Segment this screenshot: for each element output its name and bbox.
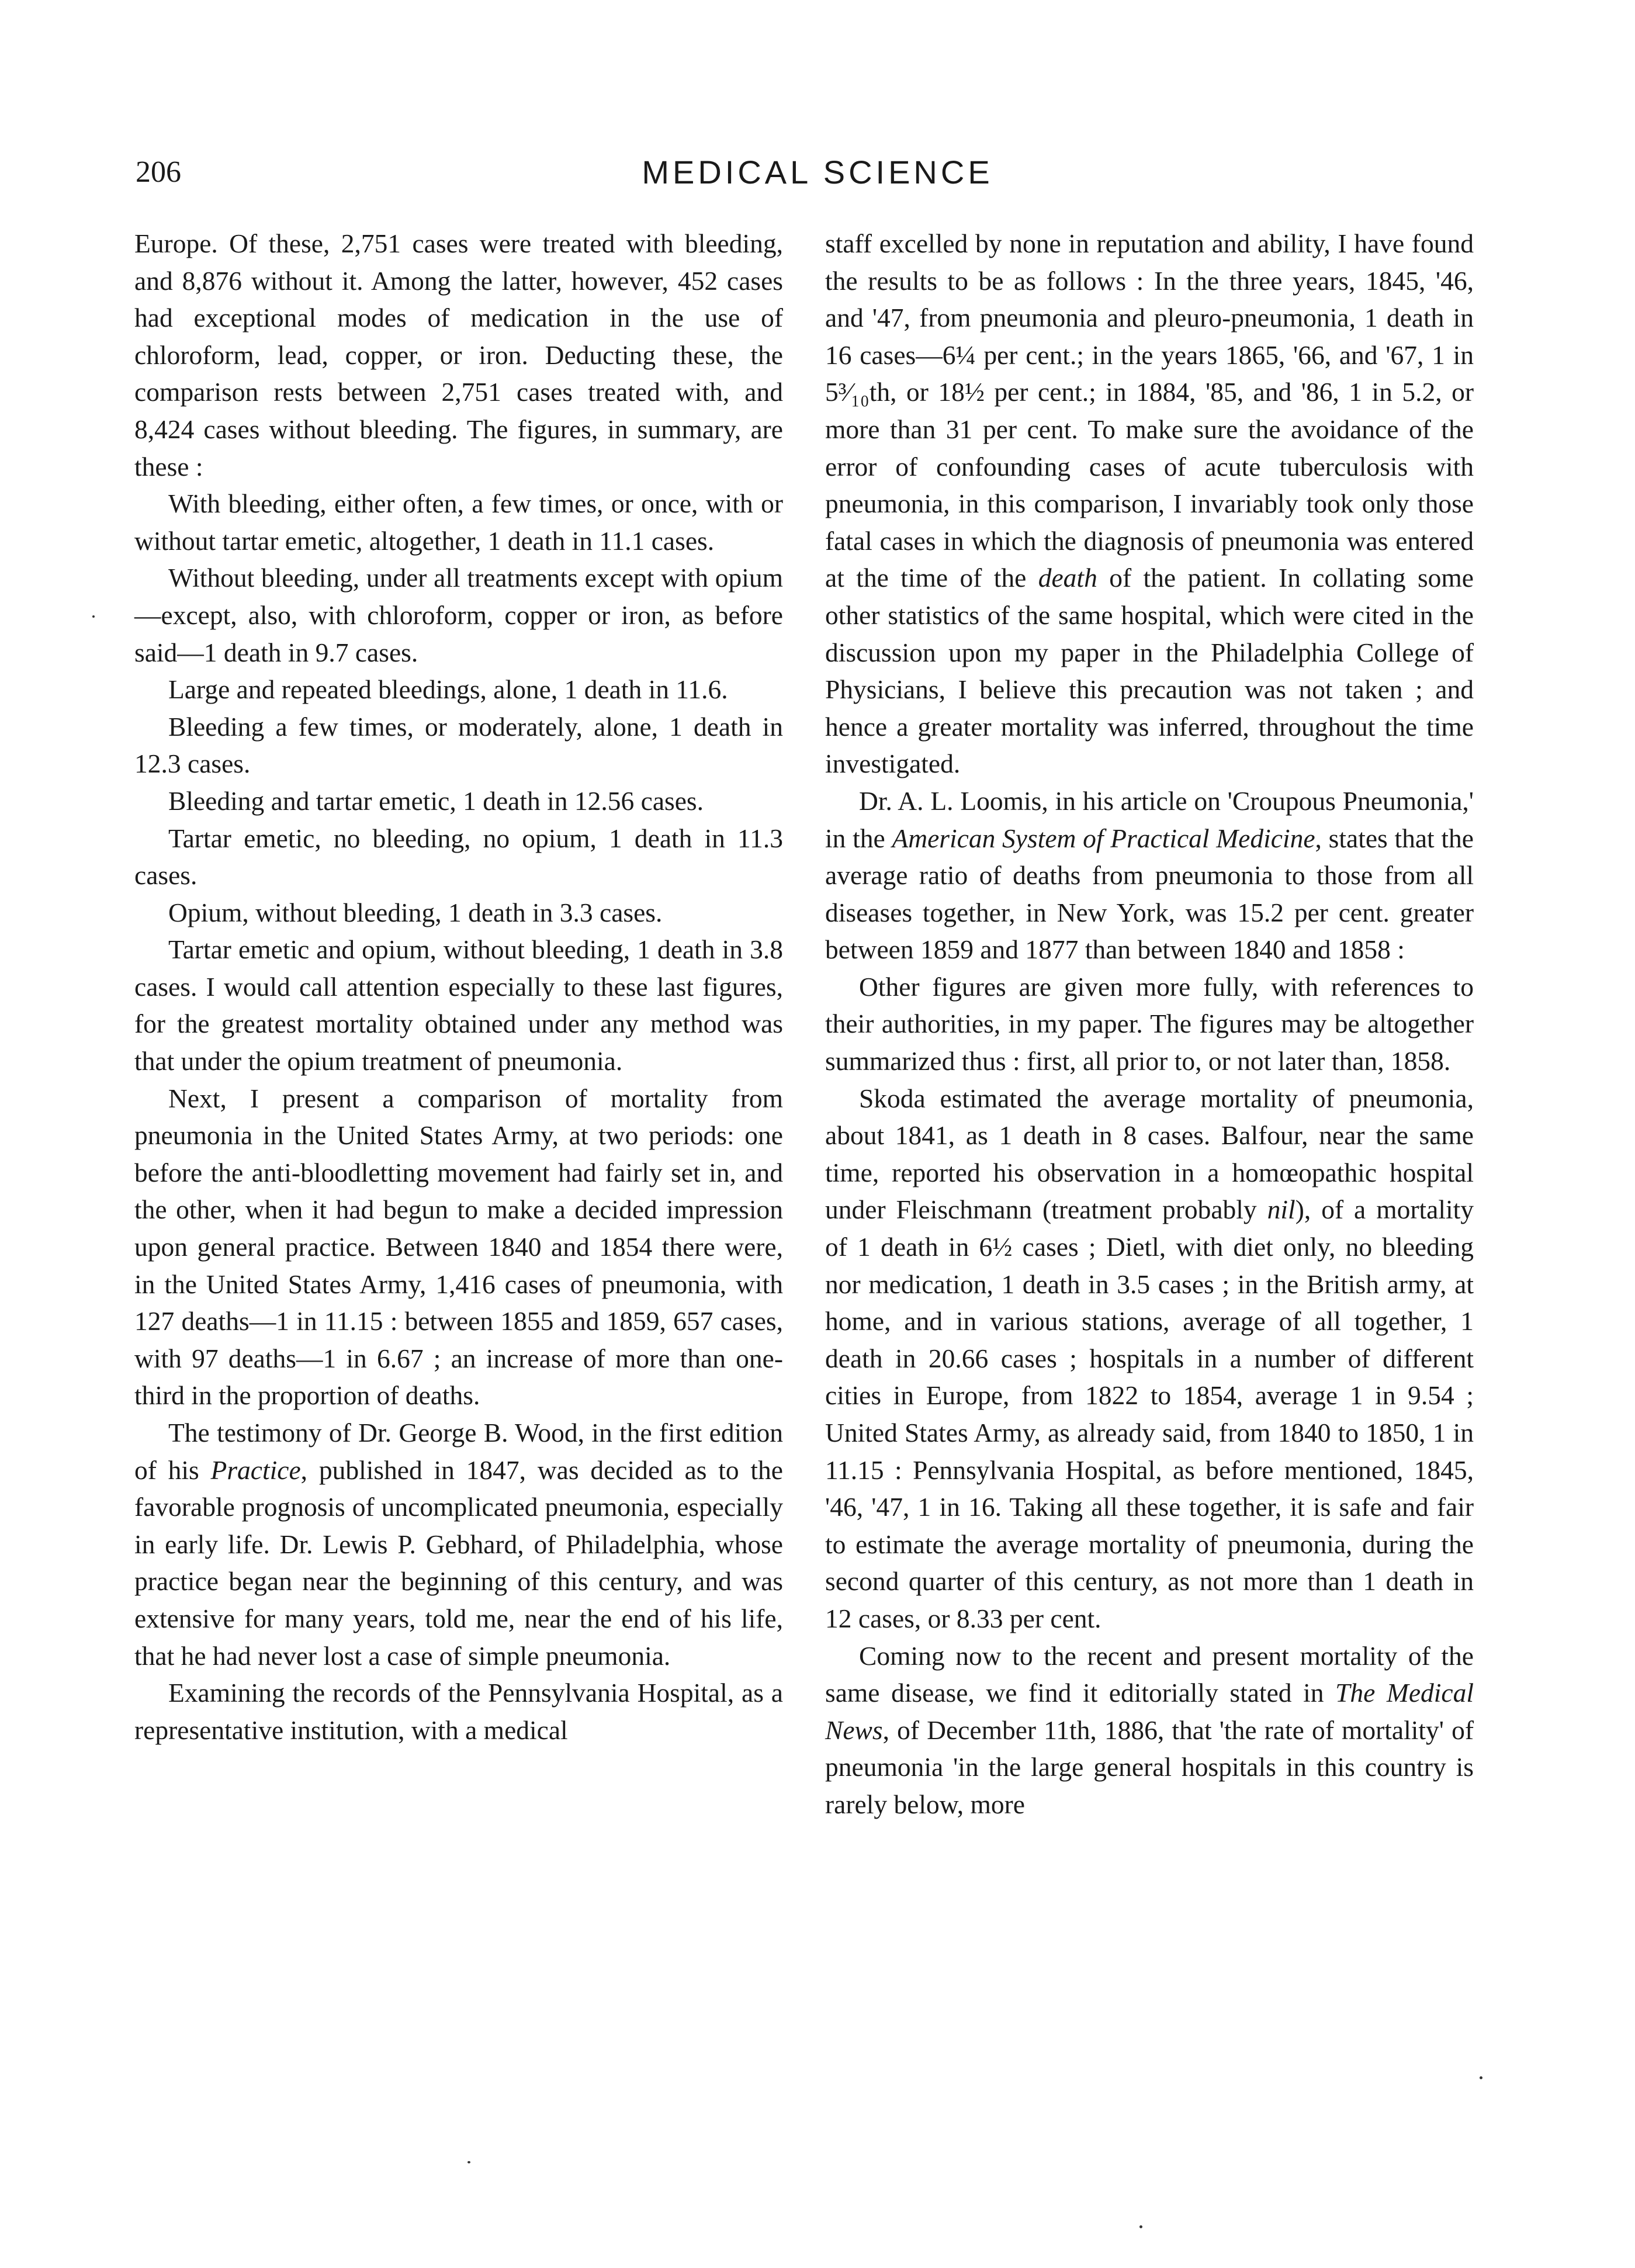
right-column bbox=[825, 225, 1474, 1823]
paragraph: Skoda estimated the average mortality of pneumonia, about 1841, as 1 death in 8 cases. Balfour, near the same time, reported his observation in a homœopathic hospital under Fleischmann (treatment probably nil), of a mortality of 1 death in 6½ cases ; Dietl, with diet only, no bleeding nor medication, 1 death in 3.5 cases ; in the British army, at home, and in various stations, average of all together, 1 death in 20.66 cases ; hospitals in a number of different cities in Europe, from 1822 to 1854, average 1 in 9.54 ; United States Army, as already said, from 1840 to 1850, 1 in 11.15 : Pennsylvania Hospital, as before mentioned, 1845, '46, '47, 1 in 16. Taking all these together, it is safe and fair to estimate the average mortality of pneumonia, during the second quarter of this century, as not more than 1 death in 12 cases, or 8.33 per cent. bbox=[825, 1083, 1474, 1633]
paragraph: staff excelled by none in reputation and ability, I have found the results to be as follows : In the three years, 1845, '46, and '47, from pneumonia and pleuro-pneumonia, 1 death in 16 cases—6¼ per cent.; in the years 1865, '66, and '67, 1 in 5³⁄₁₀th, or 18½ per cent.; in 1884, '85, and '86, 1 in 5.2, or more than 31 per cent. To make sure the avoidance of the error of confounding cases of acute tuberculosis with pneumonia, in this comparison, I invariably took only those fatal cases in which the diagnosis of pneumonia was entered at the time of the death of the patient. In collating some other statistics of the same hospital, which were cited in the discussion upon my paper in the Philadelphia College of Physicians, I believe this precaution was not taken ; and hence a greater mortality was inferred, throughout the time investigated. bbox=[825, 228, 1474, 779]
paragraph: Examining the records of the Pennsylvania Hospital, as a representative institution, with a medical bbox=[134, 1678, 783, 1745]
left-column bbox=[134, 225, 783, 1748]
paragraph: Without bleeding, under all treatments except with opium—except, also, with chloroform, copper or iron, as before said—1 death in 9.7 cases. bbox=[134, 563, 783, 667]
paragraph: Other figures are given more fully, with references to their authorities, in my paper. The figures may be altogether summarized thus : first, all prior to, or not later than, 1858. bbox=[825, 971, 1474, 1076]
paragraph: Tartar emetic, no bleeding, no opium, 1 death in 11.3 cases. bbox=[134, 823, 783, 891]
paragraph: Tartar emetic and opium, without bleeding, 1 death in 3.8 cases. I would call attention especially to these last figures, for the greatest mortality obtained under any method was that under the opium treatment of pneumonia. bbox=[134, 934, 783, 1076]
italic-title: American System of Practical Medicine bbox=[892, 823, 1315, 853]
running-title: MEDICAL SCIENCE bbox=[642, 154, 993, 191]
scan-speck bbox=[92, 615, 95, 618]
paragraph: Coming now to the recent and present mortality of the same disease, we find it editorially stated in The Medical News, of December 11th, 1886, that 'the rate of mortality' of pneumonia 'in the large general hospitals in this country is rarely below, more bbox=[825, 1640, 1474, 1819]
scan-speck bbox=[467, 2161, 470, 2163]
page-number: 206 bbox=[136, 155, 181, 189]
paragraph: Large and repeated bleedings, alone, 1 death in 11.6. bbox=[168, 674, 728, 705]
italic-title: nil bbox=[1267, 1194, 1295, 1225]
paragraph: Opium, without bleeding, 1 death in 3.3 cases. bbox=[168, 897, 663, 927]
scan-speck bbox=[1480, 2076, 1482, 2079]
paragraph: With bleeding, either often, a few times, or once, with or without tartar emetic, altogether, 1 death in 11.1 cases. bbox=[134, 489, 783, 556]
paragraph: Dr. A. L. Loomis, in his article on 'Croupous Pneumonia,' in the American System of Practical Medicine, states that the average ratio of deaths from pneumonia to those from all diseases together, in New York, was 15.2 per cent. greater between 1859 and 1877 than between 1840 and 1858 : bbox=[825, 785, 1474, 965]
italic-title: The Medical News bbox=[825, 1678, 1474, 1745]
paragraph: The testimony of Dr. George B. Wood, in the first edition of his Practice, published in 1847, was decided as to the favorable prognosis of uncomplicated pneumonia, especially in early life. Dr. Lewis P. Gebhard, of Philadelphia, whose practice began near the beginning of this century, and was extensive for many years, told me, near the end of his life, that he had never lost a case of simple pneumonia. bbox=[134, 1418, 784, 1671]
paragraph: Bleeding and tartar emetic, 1 death in 12.56 cases. bbox=[168, 785, 704, 816]
scan-speck bbox=[1139, 2225, 1142, 2228]
italic-title: Practice bbox=[210, 1455, 301, 1485]
italic-title: death bbox=[1038, 563, 1097, 593]
paragraph: Next, I present a comparison of mortality from pneumonia in the United States Army, at two periods: one before the anti-bloodletting movement had fairly set in, and the other, when it had begun to make a decided impression upon general practice. Between 1840 and 1854 there were, in the United States Army, 1,416 cases of pneumonia, with 127 deaths—1 in 11.15 : between 1855 and 1859, 657 cases, with 97 deaths—1 in 6.67 ; an increase of more than one-third in the proportion of deaths. bbox=[134, 1083, 783, 1411]
paragraph: Europe. Of these, 2,751 cases were treated with bleeding, and 8,876 without it. Among the latter, however, 452 cases had exceptional modes of medication in the use of chloroform, lead, copper, or iron. Deducting these, the comparison rests between 2,751 cases treated with, and 8,424 cases without bleeding. The figures, in summary, are these : bbox=[134, 228, 783, 482]
paragraph: Bleeding a few times, or moderately, alone, 1 death in 12.3 cases. bbox=[134, 711, 783, 779]
